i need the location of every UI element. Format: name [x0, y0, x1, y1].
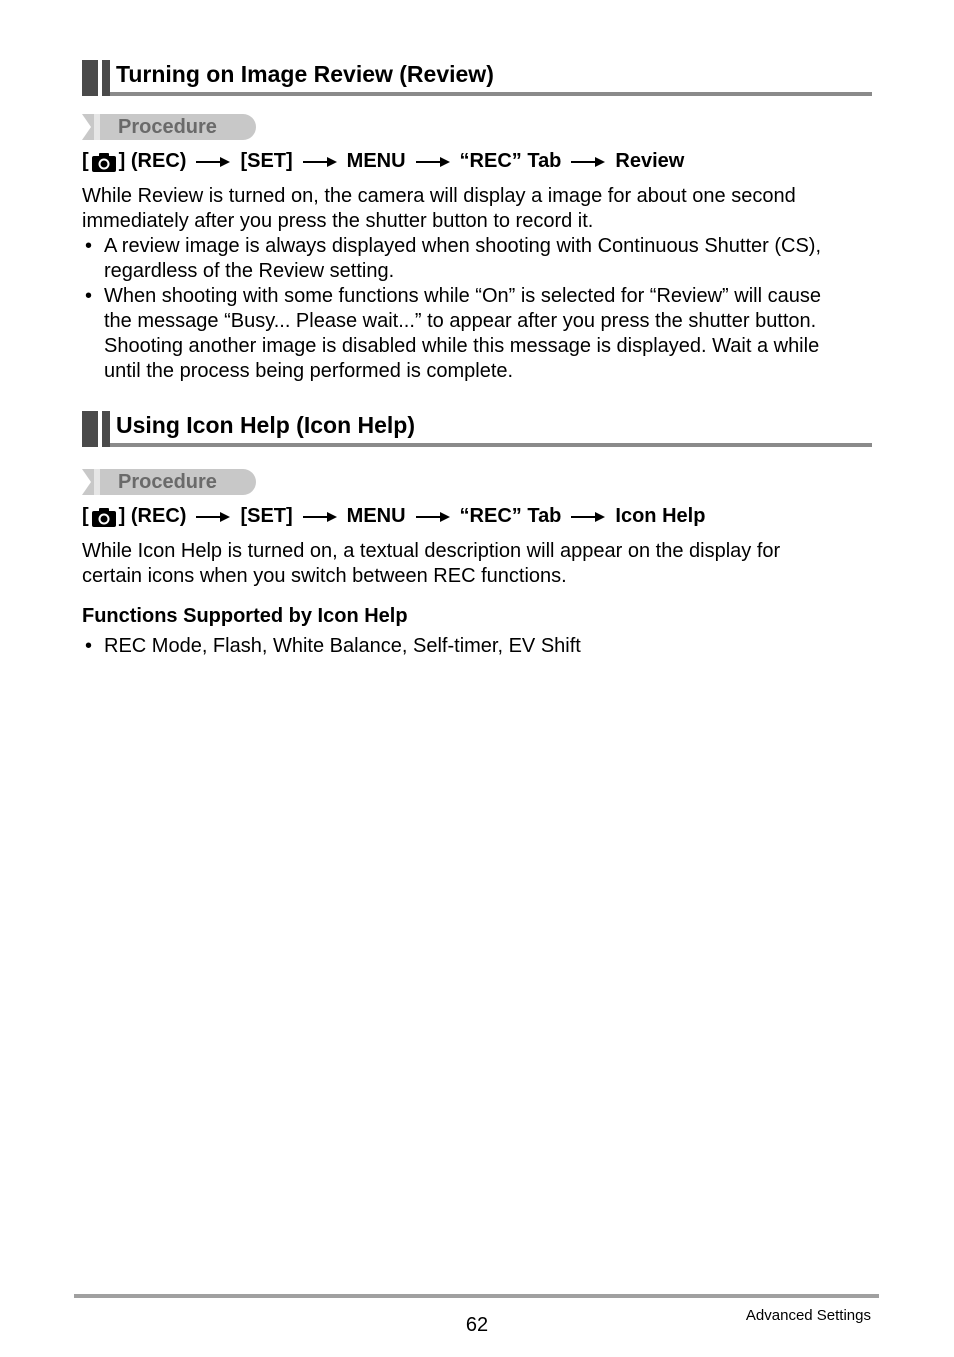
nav-set: [SET] [240, 150, 293, 172]
procedure-label: Procedure [118, 471, 217, 493]
heading-bar [102, 60, 110, 96]
arrow-right-icon [571, 155, 605, 169]
heading-bar [82, 411, 98, 447]
arrow-right-icon [416, 155, 450, 169]
heading-rule [110, 92, 872, 96]
text-line: While Icon Help is turned on, a textual description will appear on the display for [82, 540, 781, 562]
bullet-icon: • [85, 635, 93, 657]
camera-icon [91, 151, 117, 173]
heading-rule [110, 443, 872, 447]
nav-menu: MENU [346, 505, 406, 527]
bracket-open: [ [82, 505, 89, 527]
bullet-icon: • [85, 235, 93, 257]
text-line: While Review is turned on, the camera will display a image for about one second [82, 185, 796, 207]
nav-set: [SET] [240, 505, 293, 527]
section-heading-review [82, 60, 872, 98]
intro-paragraph [82, 539, 872, 589]
navigation-path [82, 150, 684, 173]
nav-item: Review [615, 150, 685, 172]
arrow-right-icon [303, 510, 337, 524]
procedure-badge [82, 114, 256, 140]
arrow-right-icon [571, 510, 605, 524]
bracket-open: [ [82, 150, 89, 172]
section-heading-icon-help [82, 411, 872, 449]
footer-section-name: Advanced Settings [745, 1307, 871, 1324]
nav-rec: ] (REC) [118, 150, 187, 172]
arrow-right-icon [196, 510, 230, 524]
procedure-label: Procedure [118, 116, 217, 138]
nav-rec: ] (REC) [118, 505, 187, 527]
heading-bar [102, 411, 110, 447]
text-line: certain icons when you switch between REC functions. [82, 565, 567, 587]
text-line: REC Mode, Flash, White Balance, Self-timer, EV Shift [104, 635, 581, 657]
camera-icon [91, 506, 117, 528]
text-line: When shooting with some functions while “On” is selected for “Review” will cause [104, 285, 821, 307]
intro-paragraph [82, 184, 872, 234]
arrow-right-icon [303, 155, 337, 169]
text-line: until the process being performed is complete. [104, 360, 514, 382]
page-number: 62 [465, 1314, 489, 1336]
nav-tab: “REC” Tab [459, 150, 562, 172]
heading-bar [82, 60, 98, 96]
text-line: the message “Busy... Please wait...” to appear after you press the shutter button. [104, 310, 817, 332]
text-line: Shooting another image is disabled while this message is displayed. Wait a while [104, 335, 820, 357]
bullet-icon: • [85, 285, 93, 307]
section-title: Turning on Image Review (Review) [116, 61, 494, 87]
nav-item: Icon Help [615, 505, 706, 527]
footer-rule [74, 1294, 879, 1298]
procedure-badge [82, 469, 256, 495]
arrow-right-icon [416, 510, 450, 524]
navigation-path [82, 505, 705, 528]
nav-tab: “REC” Tab [459, 505, 562, 527]
nav-menu: MENU [346, 150, 406, 172]
subheading: Functions Supported by Icon Help [82, 605, 408, 627]
text-line: immediately after you press the shutter button to record it. [82, 210, 594, 232]
section-title: Using Icon Help (Icon Help) [116, 412, 416, 438]
text-line: regardless of the Review setting. [104, 260, 395, 282]
text-line: A review image is always displayed when shooting with Continuous Shutter (CS), [104, 235, 822, 257]
arrow-right-icon [196, 155, 230, 169]
